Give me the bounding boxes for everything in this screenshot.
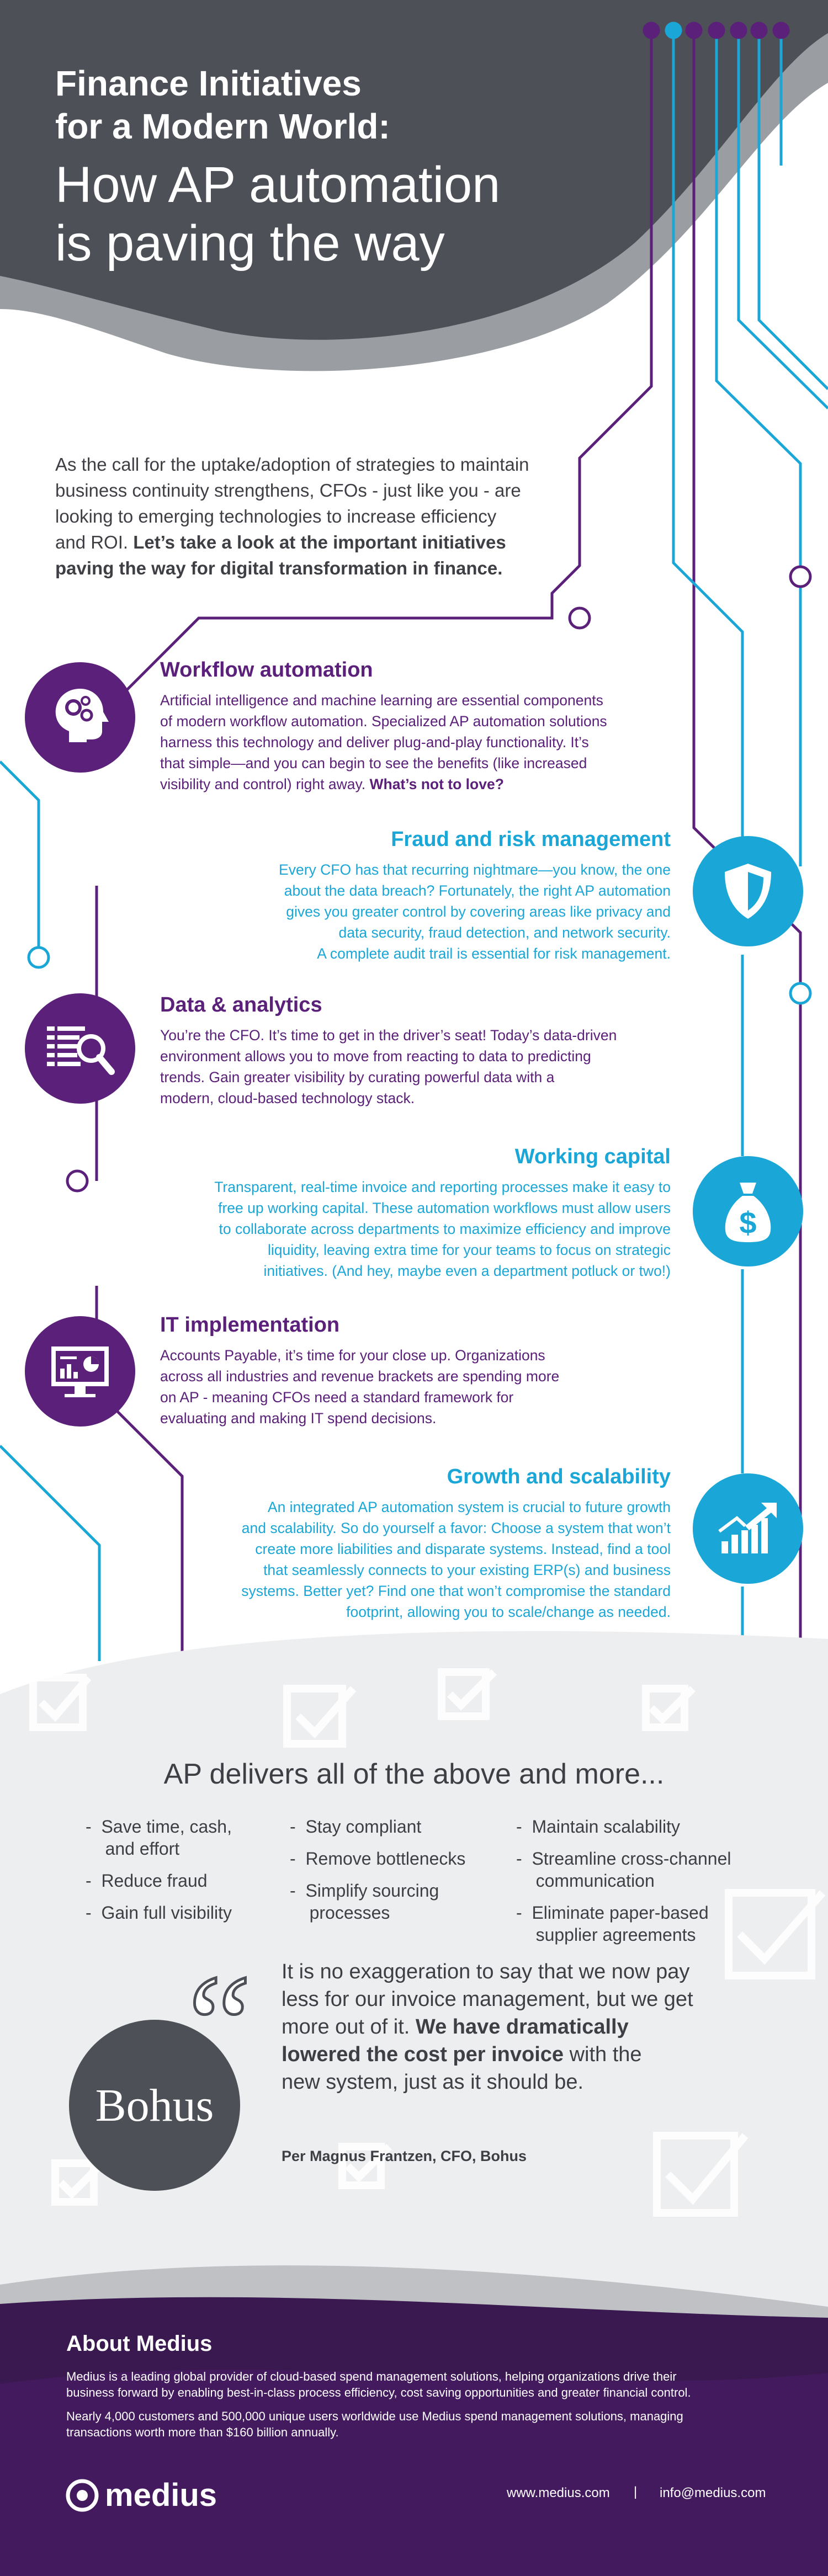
section-line: free up working capital. These automation workflows must allow users	[218, 1200, 671, 1216]
page-subtitle-line2: is paving the way	[55, 215, 445, 272]
list-item: - Maintain scalability	[516, 1817, 680, 1837]
about-text	[66, 2369, 795, 2440]
section-line: harness this technology and deliver plug-and-play functionality. It’s	[160, 734, 589, 751]
growth-chart-icon	[693, 1473, 803, 1584]
medius-logo[interactable]	[65, 2477, 217, 2514]
section-line: across all industries and revenue brackets are spending more	[160, 1368, 560, 1385]
section-line: Artificial intelligence and machine learning are essential components	[160, 692, 603, 709]
section-line: Transparent, real-time invoice and reporting processes make it easy to	[214, 1179, 671, 1195]
intro-text	[55, 451, 607, 581]
section-line: on AP - meaning CFOs need a standard framework for	[160, 1389, 514, 1406]
quote-line: It is no exaggeration to say that we now pay	[282, 1960, 690, 1983]
quote-mark-icon: “	[188, 1946, 252, 2105]
section-line: and scalability. So do yourself a favor: Choose a system that won’t	[241, 1520, 671, 1536]
money-bag-icon	[693, 1156, 803, 1266]
quote-line: less for our invoice management, but we get	[282, 1988, 693, 2011]
section-line: footprint, allowing you to scale/change as needed.	[346, 1604, 671, 1620]
section-line: about the data breach? Fortunately, the right AP automation	[284, 882, 671, 899]
section-line: gives you greater control by covering areas like privacy and	[286, 903, 671, 920]
section-line: visibility and control) right away. What’s not to love?	[160, 776, 504, 792]
intro-line: As the call for the uptake/adoption of strategies to maintain	[55, 454, 529, 475]
section-line: that simple—and you can begin to see the benefits (like increased	[160, 755, 587, 771]
section-fraud-risk	[110, 828, 671, 964]
section-line: create more liabilities and disparate systems. Instead, find a tool	[255, 1541, 671, 1557]
list-item: - Eliminate paper-based supplier agreements	[516, 1903, 709, 1945]
section-it-implementation	[160, 1313, 712, 1429]
about-title: About Medius	[66, 2332, 213, 2356]
quote-line: new system, just as it should be.	[282, 2071, 584, 2094]
benefits-title: AP delivers all of the above and more...	[163, 1758, 665, 1790]
section-line: data security, fraud detection, and network security.	[338, 924, 671, 941]
email-link[interactable]: info@medius.com	[660, 2485, 766, 2500]
section-title: Working capital	[514, 1145, 671, 1168]
section-title: Fraud and risk management	[391, 828, 671, 851]
list-item: - Gain full visibility	[86, 1903, 232, 1923]
section-line: environment allows you to move from reacting to data to predicting	[160, 1048, 591, 1065]
list-item: - Streamline cross-channel communication	[516, 1849, 731, 1891]
list-item: - Reduce fraud	[86, 1871, 208, 1891]
quote-line: lowered the cost per invoice with the	[282, 2043, 642, 2066]
intro-line: and ROI. Let’s take a look at the important initiatives	[55, 532, 506, 552]
section-line: Accounts Payable, it’s time for your close up. Organizations	[160, 1347, 545, 1364]
list-item: - Save time, cash, and effort	[86, 1817, 232, 1859]
section-line: initiatives. (And hey, maybe even a department potluck or two!)	[263, 1263, 671, 1279]
section-title: IT implementation	[160, 1313, 340, 1337]
bohus-logo-text: Bohus	[95, 2079, 214, 2131]
intro-line: paving the way for digital transformation in finance.	[55, 558, 503, 578]
section-line: liquidity, leaving extra time for your teams to focus on strategic	[267, 1242, 671, 1258]
section-line: evaluating and making IT spend decisions.	[160, 1410, 437, 1427]
page-title-line1: Finance Initiatives	[55, 63, 362, 103]
magnifier-data-icon	[25, 993, 135, 1104]
testimonial-quote	[282, 1958, 811, 2096]
list-item: - Stay compliant	[290, 1817, 422, 1837]
shield-icon	[693, 836, 803, 946]
intro-line: looking to emerging technologies to increase efficiency	[55, 506, 497, 526]
section-line: You’re the CFO. It’s time to get in the driver’s seat! Today’s data-driven	[160, 1027, 617, 1044]
about-line: transactions worth more than $160 billion annually.	[66, 2425, 339, 2439]
list-item: - Simplify sourcing processes	[290, 1881, 439, 1923]
head-gears-icon	[25, 662, 135, 773]
page-title-line2: for a Modern World:	[55, 107, 390, 146]
list-item: - Remove bottlenecks	[290, 1849, 466, 1869]
section-growth-scalability	[110, 1465, 671, 1622]
section-title: Data & analytics	[160, 993, 322, 1016]
section-line: that seamlessly connects to your existing ERP(s) and business	[263, 1562, 671, 1578]
section-line: of modern workflow automation. Specialized AP automation solutions	[160, 713, 607, 730]
benefits-column-1	[86, 1816, 284, 1934]
monitor-chart-icon	[25, 1316, 135, 1427]
section-line: trends. Gain greater visibility by curating powerful data with a	[160, 1069, 555, 1085]
medius-logo-icon	[65, 2478, 99, 2513]
section-line: A complete audit trail is essential for risk management.	[317, 945, 671, 962]
testimonial-attribution: Per Magnus Frantzen, CFO, Bohus	[282, 2148, 527, 2164]
about-line: Nearly 4,000 customers and 500,000 unique users worldwide use Medius spend management solutions, managing	[66, 2409, 683, 2423]
section-workflow-automation	[160, 658, 712, 795]
quote-line: more out of it. We have dramatically	[282, 2015, 629, 2039]
page-subtitle-line1: How AP automation	[55, 157, 501, 213]
section-line: systems. Better yet? Find one that won’t compromise the standard	[241, 1583, 671, 1599]
benefits-column-2	[290, 1816, 511, 1934]
section-line: Every CFO has that recurring nightmare—you know, the one	[279, 861, 671, 878]
section-data-analytics	[160, 993, 712, 1109]
website-link[interactable]: www.medius.com	[507, 2485, 610, 2500]
section-working-capital	[110, 1145, 671, 1281]
about-line: business forward by enabling best-in-class process efficiency, cost saving opportunities and greater financial control.	[66, 2386, 691, 2399]
benefits-column-3	[516, 1816, 770, 1956]
section-title: Workflow automation	[160, 658, 373, 682]
about-line: Medius is a leading global provider of cloud-based spend management solutions, helping organizations drive their	[66, 2370, 677, 2383]
section-line: to collaborate across departments to maximize efficiency and improve	[219, 1221, 671, 1237]
medius-logo-text: medius	[105, 2477, 217, 2513]
section-line: modern, cloud-based technology stack.	[160, 1090, 415, 1106]
footer-separator: |	[634, 2484, 638, 2499]
section-line: An integrated AP automation system is crucial to future growth	[267, 1499, 671, 1515]
header	[55, 62, 500, 273]
section-title: Growth and scalability	[447, 1465, 671, 1488]
intro-line: business continuity strengthens, CFOs - just like you - are	[55, 480, 521, 501]
svg-text:$: $	[739, 1205, 757, 1240]
